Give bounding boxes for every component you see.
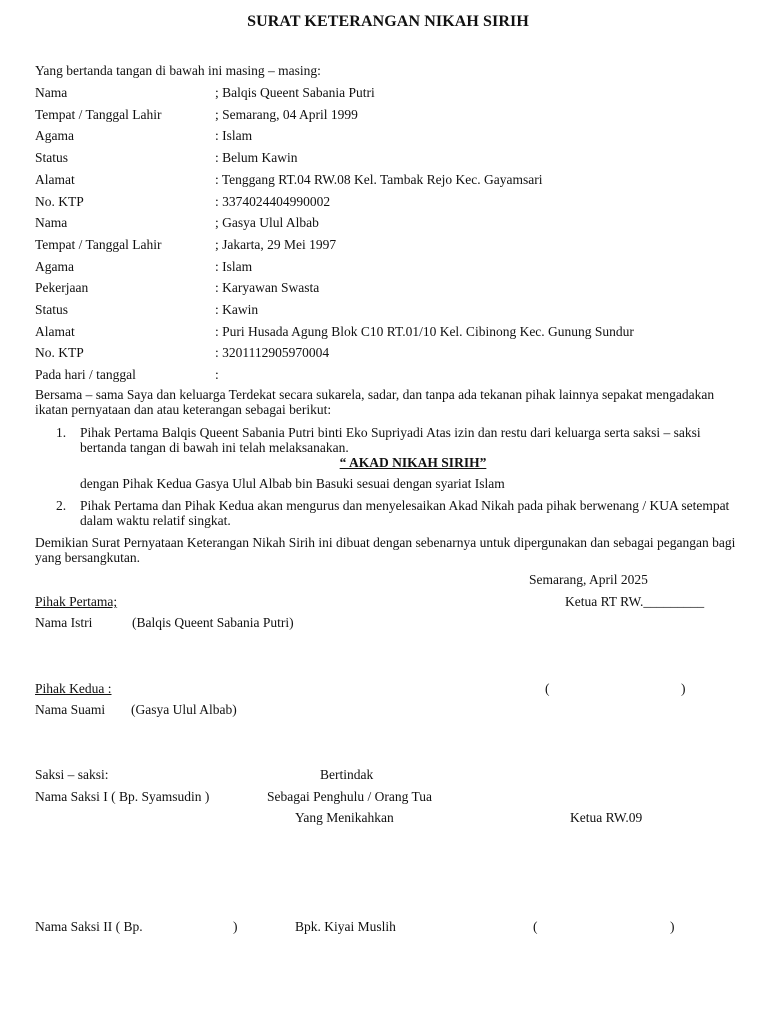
row-label: Pada hari / tanggal [35,367,136,382]
row-label: No. KTP [35,194,84,209]
row-value: ; Balqis Queent Sabania Putri [215,85,375,100]
list-number-1: 1. [56,425,67,440]
penghulu-label: Sebagai Penghulu / Orang Tua [267,789,432,804]
menikahkan-label: Yang Menikahkan [295,810,394,825]
row-label: Nama [35,215,68,230]
saksi-2: Nama Saksi II ( Bp. [35,919,143,934]
row-value: : Islam [215,259,253,274]
row-label: Alamat [35,324,75,339]
row-value: : Puri Husada Agung Blok C10 RT.01/10 Kel. Cibinong Kec. Gunung Sundur [215,324,634,339]
ketua-rt-label: Ketua RT RW._________ [565,594,705,609]
row-value: : 3201112905970004 [215,345,330,360]
row-value: : Islam [215,128,253,143]
row-value: ; Semarang, 04 April 1999 [215,107,358,122]
list-item-2-text: Pihak Pertama dan Pihak Kedua akan mengurus dan menyelesaikan Akad Nikah pada pihak berwenang / KUA setempat dalam waktu relatif singkat. [80,498,730,528]
row-label: Pekerjaan [35,280,89,295]
row-value: : Karyawan Swasta [215,280,320,295]
row-value: : [215,367,219,382]
statement-paragraph: Bersama – sama Saya dan keluarga Terdekat secara sukarela, sadar, dan tanpa ada tekanan pihak lainnya sepakat mengadakan ikatan pernyataan dan atau keterangan sebagai berikut: [35,387,715,417]
pihak-kedua-label: Pihak Kedua : [35,681,112,696]
row-value: : Tenggang RT.04 RW.08 Kel. Tambak Rejo Kec. Gayamsari [215,172,543,187]
closing-paragraph: Demikian Surat Pernyataan Keterangan Nikah Sirih ini dibuat dengan sebenarnya untuk dipergunakan dan sebagai pegangan bagi yang bersangkutan. [35,535,736,565]
saksi-2-close: ) [233,919,238,934]
pihak-pertama-label: Pihak Pertama; [35,594,118,609]
row-value: : Kawin [215,302,259,317]
ketua-rt-blank: _________ [643,594,705,609]
istri-role: Nama Istri [35,615,93,630]
akad-heading: “ AKAD NIKAH SIRIH” [339,455,487,470]
suami-role: Nama Suami [35,702,106,717]
signature-paren-open: ( [545,681,550,696]
kiyai-name: Bpk. Kiyai Muslih [295,919,396,934]
row-label: Nama [35,85,68,100]
istri-name: (Balqis Queent Sabania Putri) [132,615,294,630]
row-label: No. KTP [35,345,84,360]
list-item-1-text: Pihak Pertama Balqis Queent Sabania Putri binti Eko Supriyadi Atas izin dan restu dari keluarga serta saksi – saksi bertanda tangan di bawah ini telah melaksanakan. [80,425,701,455]
row-label: Tempat / Tanggal Lahir [35,107,162,122]
row-value: : Belum Kawin [215,150,298,165]
row-label: Alamat [35,172,75,187]
row-label: Status [35,302,69,317]
place-date: Semarang, April 2025 [529,572,648,587]
signature-paren-close: ) [681,681,686,696]
saksi-1: Nama Saksi I ( Bp. Syamsudin ) [35,789,210,804]
row-value: ; Jakarta, 29 Mei 1997 [215,237,337,252]
saksi-label: Saksi – saksi: [35,767,109,782]
kiyai-paren-open: ( [533,919,538,934]
row-label: Agama [35,259,74,274]
row-label: Status [35,150,69,165]
intro-line: Yang bertanda tangan di bawah ini masing – masing: [35,63,321,78]
kiyai-paren-close: ) [670,919,675,934]
list-number-2: 2. [56,498,67,513]
ketua-rw-label: Ketua RW.09 [570,810,643,825]
list-item-1-followup: dengan Pihak Kedua Gasya Ulul Albab bin Basuki sesuai dengan syariat Islam [80,476,505,491]
row-value: : 3374024404990002 [215,194,331,209]
row-label: Tempat / Tanggal Lahir [35,237,162,252]
document-title: SURAT KETERANGAN NIKAH SIRIH [247,13,529,30]
suami-name: (Gasya Ulul Albab) [131,702,237,717]
row-value: ; Gasya Ulul Albab [215,215,319,230]
bertindak-label: Bertindak [320,767,374,782]
row-label: Agama [35,128,74,143]
